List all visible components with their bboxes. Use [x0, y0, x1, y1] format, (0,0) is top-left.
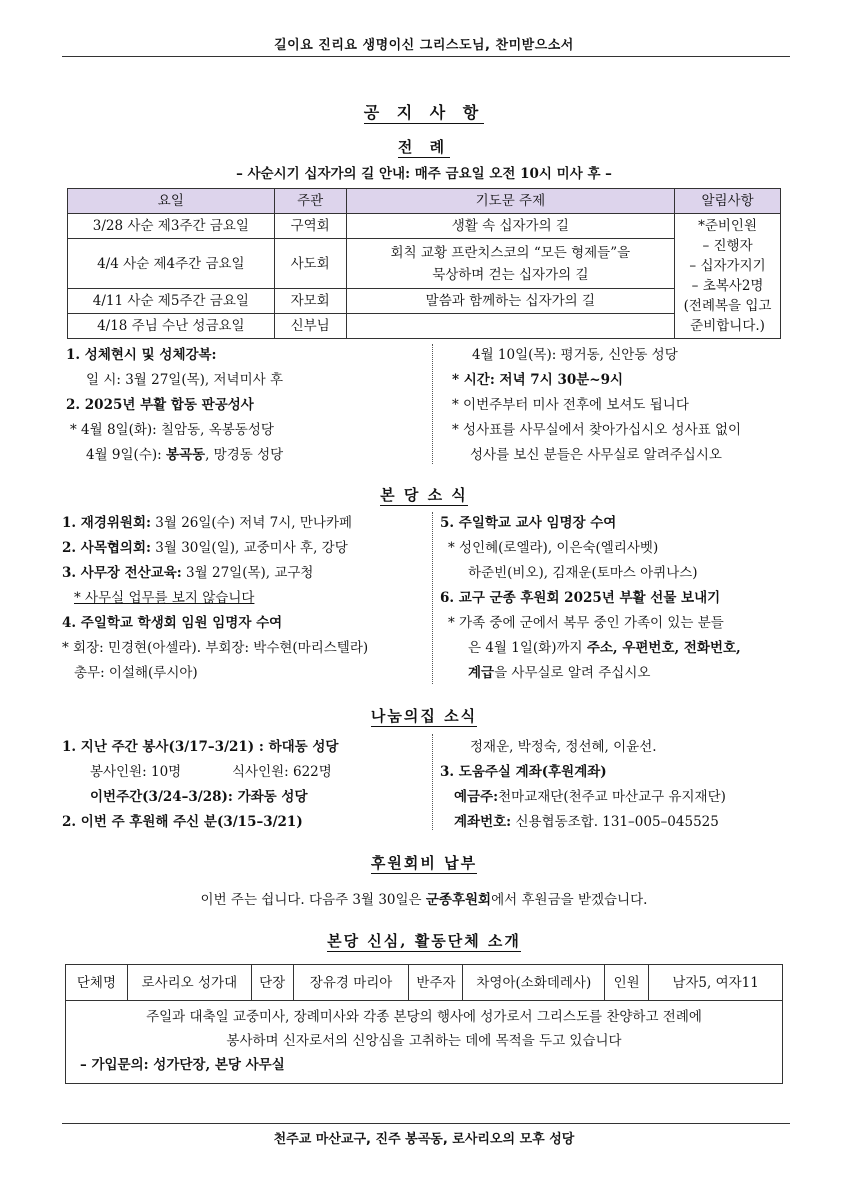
liturgy-item-1: 1. 성체현시 및 성체강복: — [66, 347, 217, 363]
parish-item-4-detail: 총무: 이설해(루시아) — [74, 665, 198, 681]
table-header: 주관 — [274, 189, 346, 214]
parish-item-4-detail: * 회장: 민경현(아셀라). 부회장: 박수현(마리스텔라) — [62, 640, 369, 656]
notes-line: (전례복을 입고 — [683, 298, 772, 314]
liturgy-right-line: * 시간: 저녁 7시 30분~9시 — [452, 372, 624, 388]
table-header-row — [68, 189, 781, 214]
liturgy-item-2-detail: * 4월 8일(화): 칠암동, 옥봉동성당 — [70, 422, 274, 438]
day-cell: 4/4 사순 제4주간 금요일 — [68, 239, 275, 289]
day-cell: 4/11 사순 제5주간 금요일 — [68, 289, 275, 314]
stations-of-cross-table — [67, 188, 781, 339]
parish-item-3: 3. 사무장 전산교육: 3월 27일(목), 교구청 — [62, 565, 314, 581]
sharing-item-3: 3. 도움주실 계좌(후원계좌) — [440, 764, 607, 780]
group-contact: – 가입문의: 성가단장, 본당 사무실 — [80, 1057, 285, 1073]
host-cell: 구역회 — [274, 214, 346, 239]
notes-cell — [675, 214, 781, 339]
sharing-meals: 식사인원: 622명 — [232, 764, 332, 780]
group-name: 로사리오 성가대 — [127, 965, 251, 1001]
parish-item-4: 4. 주일학교 학생회 임원 임명자 수여 — [62, 615, 283, 631]
parish-item-2: 2. 사목협의회: 3월 30일(일), 교중미사 후, 강당 — [62, 540, 348, 556]
header-divider — [62, 56, 790, 57]
group-description-row — [66, 1001, 783, 1084]
footer-divider — [62, 1123, 790, 1124]
column-divider — [432, 734, 433, 830]
group-table — [65, 964, 783, 1084]
liturgy-subtitle: – 사순시기 십자가의 길 안내: 매주 금요일 오전 10시 미사 후 – — [236, 166, 612, 182]
topic-cell: 말씀과 함께하는 십자가의 길 — [346, 289, 675, 314]
groups-title: 본당 신심, 활동단체 소개 — [327, 932, 521, 950]
accompanist-name: 차영아(소화데레사) — [463, 965, 605, 1001]
topic-line: 묵상하며 걷는 십자가의 길 — [432, 266, 589, 283]
dues-title: 후원회비 납부 — [370, 854, 478, 872]
group-label: 단체명 — [66, 965, 128, 1001]
topic-cell — [346, 314, 675, 339]
sharing-title: 나눔의집 소식 — [370, 707, 478, 725]
sharing-item-2: 2. 이번 주 후원해 주신 분(3/15–3/21) — [62, 814, 303, 830]
column-divider — [432, 344, 433, 464]
liturgy-right-line: * 이번주부터 미사 전후에 보셔도 됩니다 — [452, 397, 689, 413]
table-row — [68, 314, 781, 339]
sharing-donors: 정재운, 박정숙, 정선혜, 이윤선. — [470, 739, 657, 755]
parish-item-6-detail: 계급을 사무실로 알려 주십시오 — [468, 665, 651, 681]
day-cell: 3/28 사순 제3주간 금요일 — [68, 214, 275, 239]
liturgy-title: 전 례 — [397, 138, 451, 156]
accompanist-label: 반주자 — [409, 965, 463, 1001]
notes-line: 준비합니다.) — [690, 318, 765, 334]
footer-text: 천주교 마산교구, 진주 봉곡동, 로사리오의 모후 성당 — [273, 1132, 575, 1147]
parish-item-5-detail: * 성인혜(로엘라), 이은숙(엘리사벳) — [448, 540, 659, 556]
leader-label: 단장 — [251, 965, 293, 1001]
notes-line: – 십자가지기 — [689, 258, 766, 274]
liturgy-right-line: 4월 10일(목): 평거동, 신안동 성당 — [472, 347, 678, 363]
parish-item-6: 6. 교구 군종 후원회 2025년 부활 선물 보내기 — [440, 590, 721, 606]
notes-line: *준비인원 — [698, 218, 758, 234]
members-value: 남자5, 여자11 — [649, 965, 783, 1001]
liturgy-item-2: 2. 2025년 부활 합동 판공성사 — [66, 397, 254, 413]
group-description — [66, 1001, 783, 1084]
host-cell: 사도회 — [274, 239, 346, 289]
description-line: 봉사하며 신자로서의 신앙심을 고취하는 데에 목적을 두고 있습니다 — [226, 1033, 622, 1049]
members-label: 인원 — [605, 965, 649, 1001]
dues-text: 이번 주는 쉽니다. 다음주 3월 30일은 군종후원회에서 후원금을 받겠습니다. — [200, 892, 648, 908]
sharing-volunteers: 봉사인원: 10명 — [90, 764, 182, 780]
liturgy-right-line: * 성사표를 사무실에서 찾아가십시오 성사표 없이 — [452, 422, 742, 438]
parish-item-6-detail: 은 4월 1일(화)까지 주소, 우편번호, 전화번호, — [468, 640, 741, 656]
parish-item-5-detail: 하준빈(비오), 김재운(토마스 아퀴나스) — [468, 565, 698, 581]
notices-title: 공 지 사 항 — [363, 103, 485, 122]
notes-line: – 진행자 — [702, 238, 753, 254]
parish-item-3-detail: * 사무실 업무를 보지 않습니다 — [74, 590, 255, 606]
table-header: 기도문 주제 — [346, 189, 675, 214]
table-row — [68, 239, 781, 289]
table-row — [68, 214, 781, 239]
topic-cell — [346, 239, 675, 289]
parish-item-5: 5. 주일학교 교사 임명장 수여 — [440, 515, 617, 531]
topic-cell: 생활 속 십자가의 길 — [346, 214, 675, 239]
table-header: 요일 — [68, 189, 275, 214]
liturgy-item-1-detail: 일 시: 3월 27일(목), 저녁미사 후 — [86, 372, 284, 388]
column-divider — [432, 512, 433, 684]
group-info-row — [66, 965, 783, 1001]
description-line: 주일과 대축일 교중미사, 장례미사와 각종 본당의 행사에 성가로서 그리스도를 찬양하고 전례에 — [146, 1009, 702, 1025]
header-text: 길이요 진리요 생명이신 그리스도님, 찬미받으소서 — [274, 38, 574, 53]
leader-name: 장유경 마리아 — [293, 965, 409, 1001]
sharing-account-number: 계좌번호: 신용협동조합. 131–005–045525 — [454, 814, 719, 830]
host-cell: 신부님 — [274, 314, 346, 339]
table-row — [68, 289, 781, 314]
liturgy-right-line: 성사를 보신 분들은 사무실로 알려주십시오 — [470, 447, 722, 463]
sharing-item-1: 1. 지난 주간 봉사(3/17–3/21) : 하대동 성당 — [62, 739, 339, 755]
day-cell: 4/18 주님 수난 성금요일 — [68, 314, 275, 339]
topic-line: 회칙 교황 프란치스코의 “모든 형제들”을 — [390, 244, 631, 261]
parish-item-1: 1. 재경위원회: 3월 26일(수) 저녁 7시, 만나카페 — [62, 515, 353, 531]
table-header: 알림사항 — [675, 189, 781, 214]
parish-item-6-detail: * 가족 중에 군에서 복무 중인 가족이 있는 분들 — [448, 615, 724, 631]
sharing-this-week: 이번주간(3/24–3/28): 가좌동 성당 — [90, 789, 308, 805]
notes-line: – 초복사2명 — [691, 278, 764, 294]
parish-title: 본 당 소 식 — [380, 486, 468, 504]
host-cell: 자모회 — [274, 289, 346, 314]
liturgy-item-2-detail: 4월 9일(수): 봉곡동, 망경동 성당 — [86, 447, 284, 463]
sharing-account-holder: 예금주:천마교재단(천주교 마산교구 유지재단) — [454, 789, 726, 805]
